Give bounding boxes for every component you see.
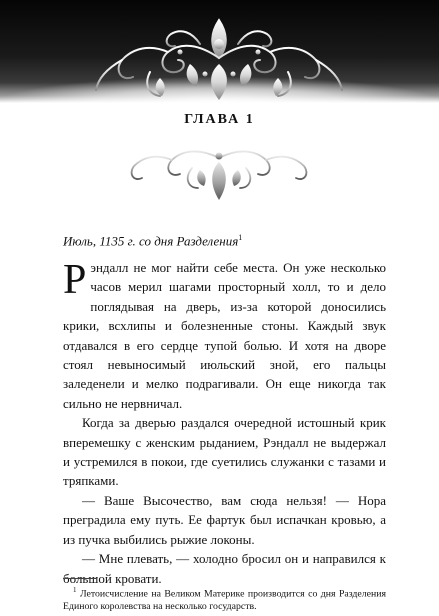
paragraph-1-text: эндалл не мог найти себе места. Он уже несколько часов мерил шагами просторный холл, то и дело поглядывая на дверь, из-за которой доносились крики, всхлипы и болезненные стоны. Каждый звук отдавался в его сердце тупой болью. И хотя на дворе стоял невыносимый июльский зной, его пальцы заледенели и мелко подрагивали. Он еще никогда так сильно не нервничал.	[63, 260, 386, 411]
bottom-ornament-icon	[0, 146, 439, 204]
epigraph	[63, 233, 242, 249]
paragraph-2: Когда за дверью раздался очередной истошный крик вперемешку с женским рыданием, Рэндалл не выдержал и устремился в покои, где суетились служанки с тазами и тряпками.	[63, 415, 386, 489]
footnote	[63, 584, 386, 613]
epigraph-text: Июль, 1135 г. со дня Разделения	[63, 233, 239, 249]
footnote-text: Летоисчисление на Великом Материке производится со дня Разделения Единого королевства на несколько государств.	[63, 588, 386, 613]
chapter-title: ГЛАВА 1	[184, 112, 255, 127]
paragraph-4: — Мне плевать, — холодно бросил он и направился к большой кровати.	[63, 551, 386, 586]
paragraph-1	[63, 258, 386, 413]
top-ornament-icon	[0, 14, 439, 110]
body-text	[63, 258, 386, 588]
footnote-rule	[63, 578, 97, 579]
drop-cap: Р	[63, 257, 87, 303]
paragraph-3: — Ваше Высочество, вам сюда нельзя! — Нора преградила ему путь. Ее фартук был испачкан кровью, а из пучка выбились рыжие локоны.	[63, 492, 386, 547]
epigraph-footnote-mark: 1	[238, 233, 243, 242]
footnote-mark: 1	[73, 586, 77, 594]
